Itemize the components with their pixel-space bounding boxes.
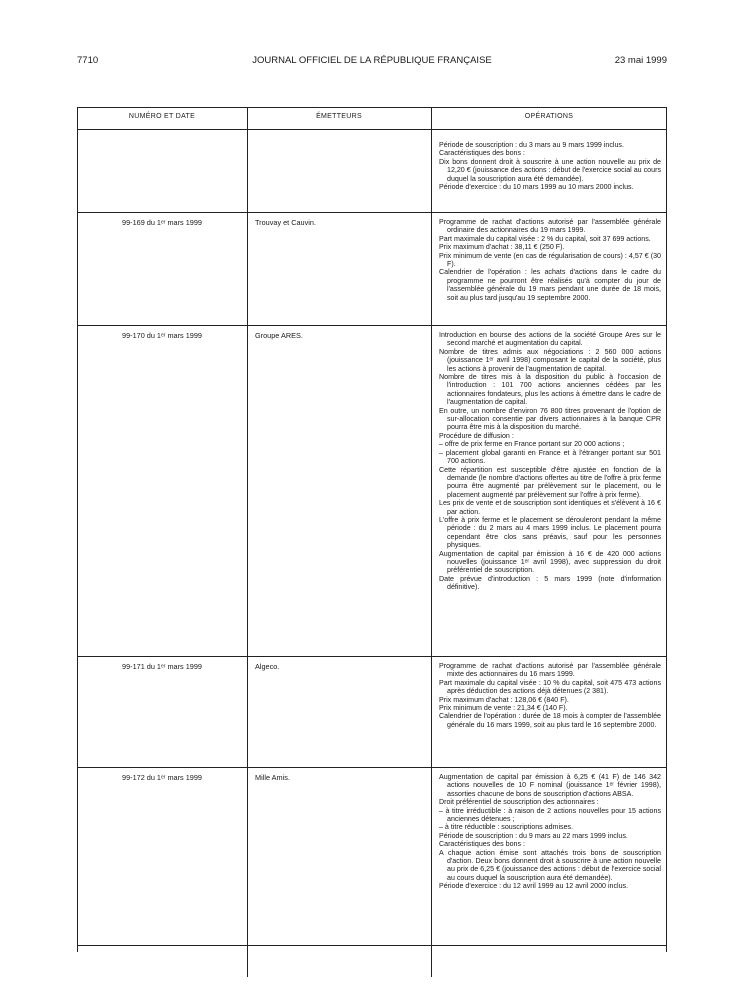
operation-line: Période d'exercice : du 12 avril 1999 au 12 avril 2000 inclus.	[439, 882, 629, 891]
operation-line: Période de souscription : du 3 mars au 9 mars 1999 inclus.	[439, 141, 624, 149]
operation-line: Calendrier de l'opération : les achats d'actions dans le cadre du programme ne pourront être réalisés qu'à compter du jour de l'assemblée générale du 19 mars pendant une durée de 18 mois, soit au plus tard jusqu'au 19 septembre 2000.	[439, 268, 661, 302]
operation-line: Programme de rachat d'actions autorisé par l'assemblée générale ordinaire des actionnaires du 19 mars 1999.	[439, 218, 661, 235]
column-divider	[247, 107, 248, 977]
operation-line: Prix minimum de vente : 21,34 € (140 F).	[439, 704, 568, 713]
row-divider	[77, 212, 667, 213]
operations-cell	[439, 773, 661, 891]
operation-line: Période d'exercice : du 10 mars 1999 au 10 mars 2000 inclus.	[439, 183, 634, 192]
operation-line: – à titre irréductible : à raison de 2 actions nouvelles pour 15 actions anciennes détenues ;	[439, 806, 661, 824]
operation-line: En outre, un nombre d'environ 76 800 titres provenant de l'option de sur-allocation consentie par divers actionnaires à la banque CPR pourra être mis à la disposition du marché.	[439, 406, 661, 432]
column-header-numero: NUMÉRO ET DATE	[128, 113, 196, 120]
operation-line: Nombre de titres mis à la disposition du public à l'occasion de l'introduction : 101 700 actions anciennes cédées par les actionnaires fondateurs, plus les actions à émettre dans le cadre de l'augmentation de capital.	[439, 373, 661, 407]
operations-cell	[439, 331, 661, 592]
operation-line: Introduction en bourse des actions de la société Groupe Ares sur le second marché et augmentation du capital.	[439, 331, 661, 348]
operation-line: – à titre réductible : souscriptions admises.	[439, 823, 574, 832]
operation-line: Nombre de titres admis aux négociations : 2 560 000 actions (jouissance 1ᵉʳ avril 1998) composant le capital de la société, plus les actions à provenir de l'augmentation de capital.	[439, 347, 661, 373]
row-divider	[77, 325, 667, 326]
operation-line: Droit préférentiel de souscription des actionnaires :	[439, 798, 599, 807]
operation-line: Dix bons donnent droit à souscrire à une action nouvelle au prix de 12,20 € (jouissance des actions : début de l'exercice social au cours duquel la souscription aura été demandée).	[439, 157, 661, 183]
operations-cell	[439, 662, 661, 729]
operation-line: Les prix de vente et de souscription sont identiques et s'élèvent à 16 € par action.	[439, 499, 661, 516]
operation-line: Caractéristiques des bons :	[439, 149, 525, 158]
operation-line: Période de souscription : du 9 mars au 22 mars 1999 inclus.	[439, 831, 628, 840]
emetteur: Groupe ARES.	[255, 331, 303, 340]
page-header	[77, 55, 667, 69]
emetteur: Mille Amis.	[255, 773, 290, 782]
operations-table	[77, 107, 667, 977]
operations-cell	[439, 141, 661, 191]
operation-line: Prix minimum de vente (en cas de régularisation de cours) : 4,57 € (30 F).	[439, 251, 661, 269]
emetteur: Trouvay et Cauvin.	[255, 218, 316, 227]
numero-date: 99-171 du 1ᵉʳ mars 1999	[122, 662, 202, 671]
operation-line: L'offre à prix ferme et le placement se dérouleront pendant la même période : du 2 mars au 4 mars 1999 inclus. Le placement pourra cependant être clos sans préavis, sauf pour les personnes physiques.	[439, 515, 661, 550]
operation-line: Caractéristiques des bons :	[439, 840, 525, 849]
operation-line: Part maximale du capital visée : 10 % du capital, soit 475 473 actions après déduction des actions déjà détenues (2 381).	[439, 678, 661, 696]
row-divider	[77, 945, 667, 946]
page-number: 7710	[77, 55, 99, 66]
operation-line: – placement global garanti en France et à l'étranger portant sur 501 700 actions.	[439, 448, 661, 466]
operation-line: Part maximale du capital visée : 2 % du capital, soit 37 699 actions.	[439, 234, 651, 243]
row-divider	[77, 656, 667, 657]
operations-cell	[439, 218, 661, 302]
emetteur: Algeco.	[255, 662, 280, 671]
numero-date: 99-170 du 1ᵉʳ mars 1999	[122, 331, 202, 340]
column-divider	[431, 107, 432, 977]
column-header-emetteurs: ÉMETTEURS	[316, 113, 362, 120]
operation-line: Procédure de diffusion :	[439, 431, 514, 440]
operation-line: Augmentation de capital par émission à 6,25 € (41 F) de 146 342 actions nouvelles de 10 F nominal (jouissance 1ᵉʳ février 1998), assorties chacune de bons de souscription d'actions ABSA.	[439, 773, 661, 798]
operation-line: – offre de prix ferme en France portant sur 20 000 actions ;	[439, 440, 625, 449]
operation-line: Prix maximum d'achat : 128,06 € (840 F).	[439, 695, 569, 704]
operation-line: Date prévue d'introduction : 5 mars 1999 (note d'information définitive).	[439, 574, 661, 592]
column-header-operations: OPÉRATIONS	[524, 113, 574, 120]
table-left-border	[77, 107, 78, 952]
table-right-border	[666, 107, 667, 952]
numero-date: 99-169 du 1ᵉʳ mars 1999	[122, 218, 202, 227]
issue-date: 23 mai 1999	[614, 55, 667, 66]
table-top-border	[77, 107, 667, 108]
operation-line: Calendrier de l'opération : durée de 18 mois à compter de l'assemblée générale du 16 mars 1999, soit au plus tard le 16 septembre 2000.	[439, 712, 661, 729]
row-divider	[77, 767, 667, 768]
operation-line: Cette répartition est susceptible d'être ajustée en fonction de la demande (le nombre d'actions offertes au titre de l'offre à prix ferme pourra être augmenté par prélèvement sur le placement, ou le placement augmenté par prélèvement sur l'offre à prix ferme).	[439, 465, 661, 499]
numero-date: 99-172 du 1ᵉʳ mars 1999	[122, 773, 202, 782]
journal-title: JOURNAL OFFICIEL DE LA RÉPUBLIQUE FRANÇAISE	[252, 55, 492, 66]
operation-line: Augmentation de capital par émission à 16 € de 420 000 actions nouvelles (jouissance 1ᵉʳ avril 1998), avec suppression du droit préférentiel de souscription.	[439, 549, 661, 575]
header-bottom-border	[77, 129, 667, 130]
operation-line: Prix maximum d'achat : 38,11 € (250 F).	[439, 243, 565, 252]
operation-line: A chaque action émise sont attachés trois bons de souscription d'action. Deux bons donnent droit à souscrire à une action nouvelle au prix de 6,25 € (jouissance des actions : début de l'exercice social au cours duquel la souscription aura été demandée).	[439, 848, 661, 882]
operation-line: Programme de rachat d'actions autorisé par l'assemblée générale mixte des actionnaires du 16 mars 1999.	[439, 662, 661, 679]
